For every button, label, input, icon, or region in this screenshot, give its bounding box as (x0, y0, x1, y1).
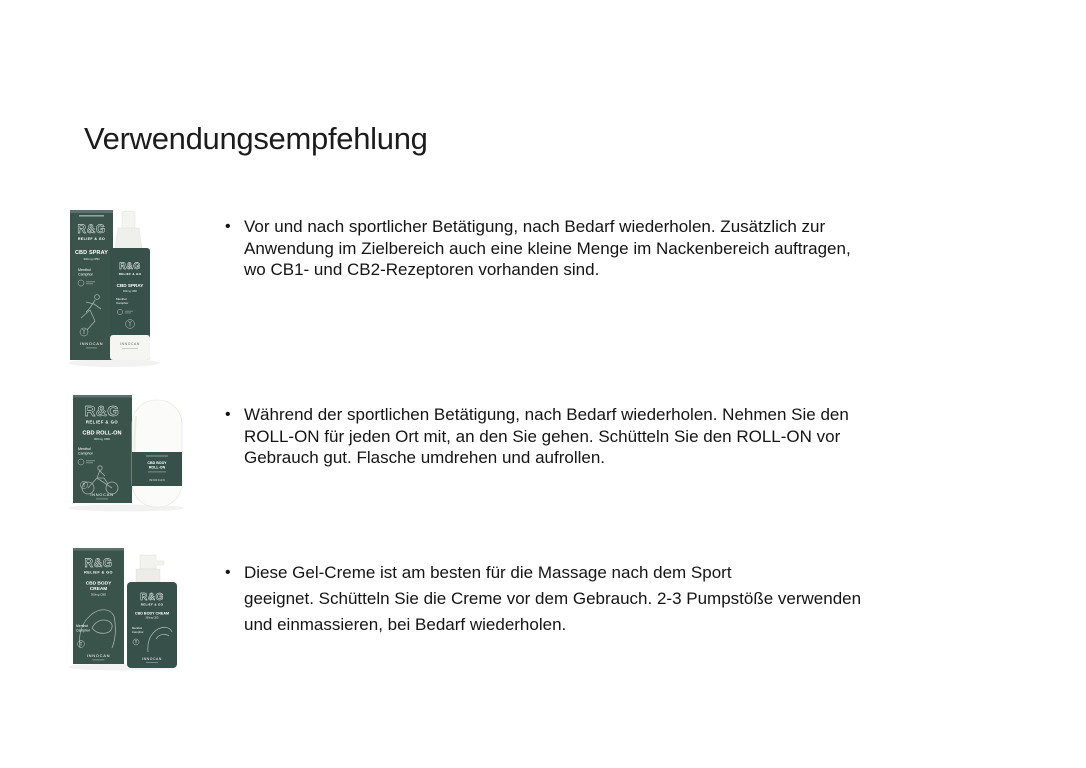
brand-logo-sub: RELIEF & GO (85, 419, 119, 425)
spray-collar (115, 228, 142, 249)
bullet-marker: • (225, 406, 231, 423)
box-lid-edge (70, 210, 113, 213)
brand-logo: R&G (84, 403, 120, 420)
spray-nozzle (122, 211, 135, 229)
cream-pump-bottle (127, 555, 177, 668)
brand-name: INNOCAN (79, 341, 104, 346)
brand-name: INNOCAN (142, 657, 162, 661)
bullet-text (244, 560, 861, 638)
product-title: CBD SPRAY (116, 283, 144, 288)
ingredient-menthol: Menthol (78, 447, 91, 451)
bullet-marker: • (225, 218, 231, 235)
bullet-line: geeignet. Schütteln Sie die Creme vor dem Gebrauch. 2-3 Pumpstöße verwenden (244, 589, 862, 608)
ingredient-camphor: Camphor (116, 300, 129, 305)
bottle-title: CBD BODY CREAM (134, 611, 170, 616)
product-image-cbd-spray (64, 202, 164, 374)
product-title: CBD ROLL-ON (82, 430, 122, 437)
brand-name: INNOCAN (90, 492, 114, 497)
pump-actuator (140, 555, 164, 569)
cream-box (73, 548, 124, 664)
spray-bottle (110, 211, 150, 360)
brand-name: INNOCAN (86, 653, 111, 658)
bullet-item-roll-on-usage (225, 404, 849, 469)
ingredient-camphor: Camphor (76, 628, 90, 633)
bullet-line: Diese Gel-Creme ist am besten für die Massage nach dem Sport (244, 563, 732, 582)
box-lid-edge (73, 548, 124, 551)
cbd-body-cream-illustration (62, 540, 180, 672)
roll-on-bottle (132, 400, 182, 507)
ingredient-camphor: Camphor (78, 272, 93, 277)
ingredient-menthol: Menthol (132, 626, 142, 630)
bottle-label-line1: CBD BODY (147, 461, 167, 465)
brand-logo-sub: RELIEF & GO (118, 272, 142, 276)
product-dose: 300mg CBD (93, 437, 111, 441)
box-micro-text (79, 215, 104, 217)
product-image-cbd-body-cream (62, 540, 180, 672)
product-title-line2: CREAM (89, 587, 108, 592)
bottle-base (110, 335, 150, 360)
bullet-item-spray-usage (225, 216, 851, 281)
slide-title: Verwendungsempfehlung (84, 121, 428, 156)
bullet-text (244, 404, 849, 469)
brand-logo: R&G (84, 556, 113, 570)
brand-logo-sub: RELIEF & GO (84, 570, 113, 575)
spray-box (70, 210, 113, 360)
brand-logo-sub: RELIEF & GO (140, 602, 164, 607)
product-dose: 300mg CBD (122, 289, 138, 293)
brand-logo: R&G (77, 222, 106, 236)
product-title: CBD SPRAY (74, 250, 109, 256)
brand-logo: R&G (140, 592, 164, 603)
pump-collar (136, 569, 160, 582)
brand-name: INNOCAN (148, 478, 166, 482)
bullet-line: und einmassieren, bei Bedarf wiederholen. (244, 615, 567, 634)
bullet-marker: • (225, 564, 231, 581)
brand-logo: R&G (119, 261, 141, 271)
roll-on-box (73, 395, 132, 503)
cbd-spray-illustration (64, 202, 164, 374)
ingredient-camphor: Camphor (132, 629, 144, 634)
ingredient-menthol: Menthol (116, 297, 127, 301)
bullet-line: wo CB1- und CB2-Rezeptoren vorhanden sind. (244, 260, 600, 279)
bullet-line: Gebrauch gut. Flasche umdrehen und aufrollen. (244, 448, 606, 467)
product-shadow (68, 359, 160, 367)
product-image-cbd-roll-on (64, 386, 194, 514)
box-lid-edge (73, 395, 132, 398)
bullet-item-cream-usage (225, 560, 861, 638)
ingredient-menthol: Menthol (76, 624, 89, 628)
ingredient-menthol: Menthol (78, 268, 91, 272)
bullet-line: Anwendung im Zielbereich auch eine kleine Menge im Nackenbereich auftragen, (244, 238, 851, 258)
bottle-label-line2: ROLL-ON (148, 465, 166, 470)
bullet-text (244, 216, 851, 281)
bullet-line: Vor und nach sportlicher Betätigung, nach Bedarf wiederholen. Zusätzlich zur (244, 217, 826, 236)
product-title-line1: CBD BODY (85, 581, 112, 587)
product-dose: 300mg CBD (145, 616, 159, 620)
product-dose: 300mg CBD (83, 257, 100, 261)
ingredient-camphor: Camphor (78, 451, 93, 456)
brand-logo-sub: RELIEF & GO (77, 237, 106, 241)
bullet-line: Während der sportlichen Betätigung, nach Bedarf wiederholen. Nehmen Sie den (244, 405, 849, 424)
cbd-roll-on-illustration (64, 386, 194, 514)
product-dose: 300mg CBD (90, 592, 107, 597)
bullet-line: ROLL-ON für jeden Ort mit, an den Sie gehen. Schütteln Sie den ROLL-ON vor (244, 426, 841, 446)
brand-name: INNOCAN (120, 342, 140, 346)
